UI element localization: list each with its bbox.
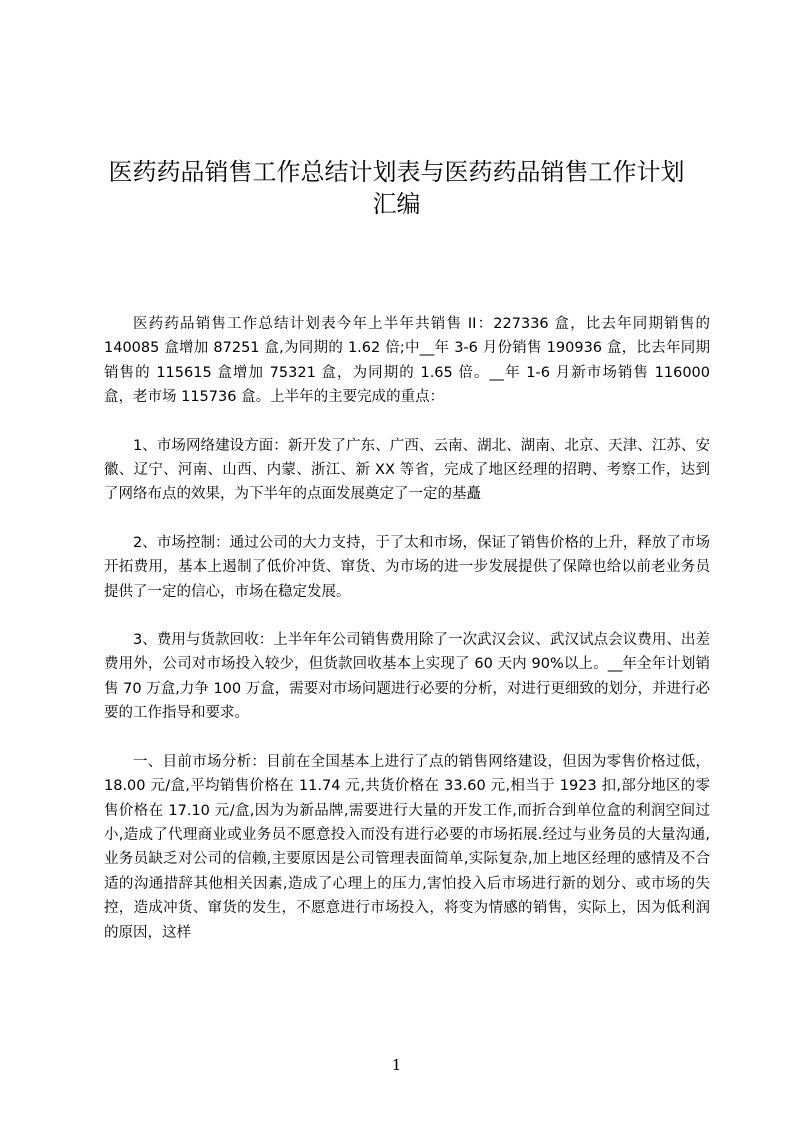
paragraph-summary: 医药药品销售工作总结计划表今年上半年共销售 II：227336 盒，比去年同期销售的 140085 盒增加 87251 盒,为同期的 1.62 倍;中__年 3-6 月份销售 190936 盒，比去年同期销售的 115615 盒增加 75321 盒，为同期的 1.65 倍。__年 1-6 月新市场销售 116000 盒，老市场 115736 盒。上半年的主要完成的重点： bbox=[104, 316, 710, 406]
document-body bbox=[104, 312, 710, 969]
paragraph-market-analysis: 一、目前市场分析：目前在全国基本上进行了点的销售网络建设，但因为零售价格过低，18.00 元/盒,平均销售价格在 11.74 元,共货价格在 33.60 元,相当于 1923 扣,部分地区的零售价格在 17.10 元/盒,因为为新品牌,需要进行大量的开发工作,而折合到单位盒的利润空间过小,造成了代理商业或业务员不愿意投入而没有进行必要的市场拓展.经过与业务员的大量沟通,业务员缺乏对公司的信赖,主要原因是公司管理表面简单,实际复杂,加上地区经理的感情及不合适的沟通措辞其他相关因素,造成了心理上的压力,害怕投入后市场进行新的划分、或市场的失控，造成冲货、窜货的发生，不愿意进行市场投入，将变为情感的销售，实际上，因为低利润的原因，这样 bbox=[104, 753, 710, 941]
page-number: 1 bbox=[391, 1056, 402, 1074]
paragraph-market-control: 2、市场控制：通过公司的大力支持，于了太和市场，保证了销售价格的上升，释放了市场开拓费用，基本上遏制了低价冲货、窜货、为市场的进一步发展提供了保障也给以前老业务员提供了一定的信心，市场在稳定发展。 bbox=[104, 534, 710, 600]
title-line-2: 汇编 bbox=[372, 190, 421, 219]
paragraph-market-network: 1、市场网络建设方面：新开发了广东、广西、云南、湖北、湖南、北京、天津、江苏、安徽、辽宁、河南、山西、内蒙、浙江、新 XX 等省，完成了地区经理的招聘、考察工作，达到了网络布点的效果，为下半年的点面发展奠定了一定的基矗 bbox=[104, 437, 710, 503]
title-line-1: 医药药品销售工作总结计划表与医药药品销售工作计划 bbox=[108, 158, 685, 187]
paragraph-expenses: 3、费用与货款回收：上半年年公司销售费用除了一次武汉会议、武汉试点会议费用、出差费用外，公司对市场投入较少，但货款回收基本上实现了 60 天内 90%以上。__年全年计划销售 70 万盒,力争 100 万盒，需要对市场问题进行必要的分析，对进行更细致的划分，并进行必要的工作指导和要求。 bbox=[104, 632, 710, 722]
document-title bbox=[90, 156, 703, 220]
